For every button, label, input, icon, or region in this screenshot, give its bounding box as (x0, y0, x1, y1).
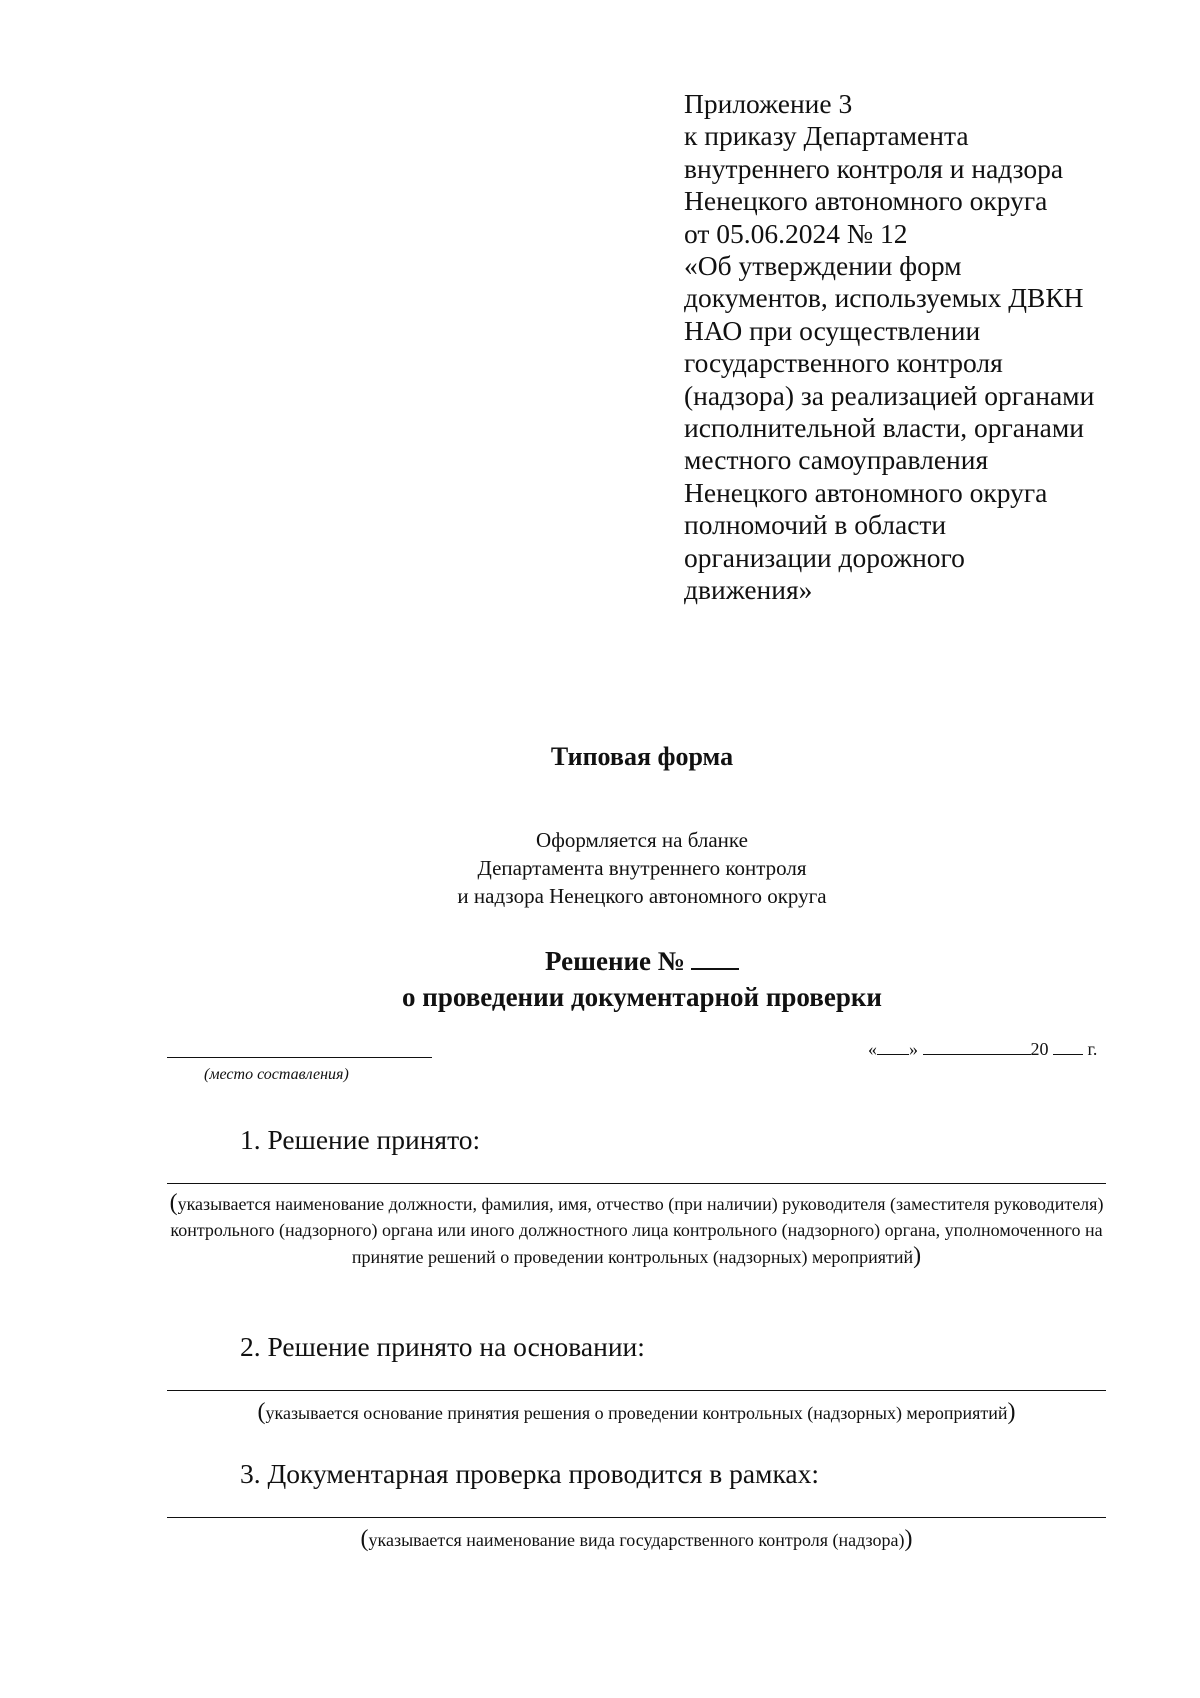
item-2-label: 2. Решение принято на основании: (240, 1331, 645, 1362)
item-2-note (167, 1399, 1106, 1426)
open-paren: ( (360, 1526, 369, 1552)
decision-heading (0, 943, 1200, 1015)
blank-note-line: Оформляется на бланке (536, 828, 748, 852)
date-open-quote: « (868, 1039, 877, 1059)
annex-block (684, 88, 1154, 607)
blank-note (0, 826, 1200, 910)
blank-note-line: Департамента внутреннего контроля (477, 856, 807, 880)
annex-line: полномочий в области (684, 509, 947, 541)
annex-line: к приказу Департамента (684, 120, 969, 152)
annex-line: документов, используемых ДВКН (684, 282, 1084, 314)
annex-line: от 05.06.2024 № 12 (684, 217, 908, 249)
decision-subtitle: о проведении документарной проверки (402, 982, 882, 1012)
item-1-note-text: указывается наименование должности, фамилия, имя, отчество (при наличии) руководителя (заместителя руководителя) контрольного (надзорного) органа или иного должностного лица контрольного (надзорного) органа, уполномоченного на принятие решений о проведении контрольных (надзорных) мероприятий (170, 1194, 1104, 1267)
item-1-label: 1. Решение принято: (240, 1124, 481, 1155)
annex-line: движения» (684, 574, 813, 606)
open-paren: ( (169, 1190, 178, 1216)
date-close-quote: » (909, 1039, 918, 1059)
annex-line: исполнительной власти, органами (684, 412, 1084, 444)
annex-line: (надзора) за реализацией органами (684, 379, 1095, 411)
item-1-field[interactable] (167, 1183, 1106, 1184)
annex-line: внутреннего контроля и надзора (684, 152, 1064, 184)
place-field[interactable] (167, 1057, 432, 1058)
annex-line: Приложение 3 (684, 88, 853, 119)
annex-line: «Об утверждении форм (684, 250, 962, 282)
annex-line: организации дорожного (684, 541, 965, 573)
item-3-note (167, 1526, 1106, 1553)
item-2-note-text: указывается основание принятия решения о проведении контрольных (надзорных) мероприятий (265, 1403, 1008, 1423)
item-2-field[interactable] (167, 1390, 1106, 1391)
annex-line: государственного контроля (684, 347, 1003, 379)
decision-title-line (0, 943, 1200, 979)
date-month-field[interactable] (923, 1038, 1031, 1055)
decision-title: Решение № (545, 946, 685, 976)
date-year-suffix: г. (1087, 1039, 1098, 1059)
date-day-field[interactable] (877, 1038, 909, 1055)
date-year-prefix: 20 (1030, 1039, 1049, 1059)
close-paren: ) (1007, 1399, 1016, 1425)
item-3-field[interactable] (167, 1517, 1106, 1518)
item-3-label: 3. Документарная проверка проводится в рамках: (240, 1458, 819, 1489)
date-year-field[interactable] (1053, 1038, 1083, 1055)
annex-line: местного самоуправления (684, 444, 989, 476)
date-field (868, 1038, 1097, 1060)
decision-number-field[interactable] (691, 944, 739, 970)
annex-line: НАО при осуществлении (684, 314, 981, 346)
annex-line: Ненецкого автономного округа (684, 476, 1048, 508)
blank-note-line: и надзора Ненецкого автономного округа (457, 884, 827, 908)
annex-line: Ненецкого автономного округа (684, 185, 1048, 217)
open-paren: ( (257, 1399, 266, 1425)
close-paren: ) (913, 1243, 922, 1269)
form-title: Типовая форма (550, 742, 734, 771)
item-3-note-text: указывается наименование вида государственного контроля (надзора) (368, 1530, 905, 1550)
item-1-note (167, 1190, 1106, 1270)
place-caption: (место составления) (204, 1066, 349, 1083)
close-paren: ) (904, 1526, 913, 1552)
